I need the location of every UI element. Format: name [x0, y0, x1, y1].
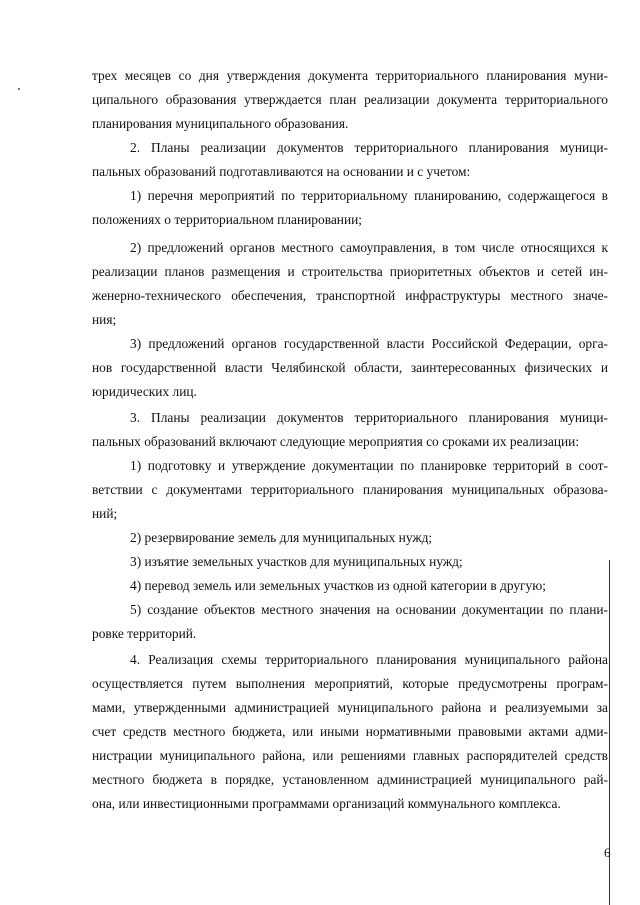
text-line: нов государственной власти Челябинской области, заинтересованных физических и: [92, 360, 608, 375]
text-line: 2) резервирование земель для муниципальных нужд;: [130, 530, 433, 545]
text-line: 1) подготовку и утверждение документации по планировке территорий в соот-: [130, 458, 608, 473]
text-line: 5) создание объектов местного значения на основании документации по плани-: [130, 602, 608, 617]
text-line: положениях о территориальном планировании;: [92, 212, 363, 227]
text-line: пальных образований подготавливаются на основании и с учетом:: [92, 164, 471, 179]
text-line: осуществляется путем выполнения мероприятий, которые предусмотрены програм-: [92, 676, 608, 691]
text-line: ветствии с документами территориального планирования муниципальных образова-: [92, 482, 608, 497]
text-line: 1) перечня мероприятий по территориальному планированию, содержащегося в: [130, 188, 608, 203]
text-line: ния;: [92, 312, 117, 327]
text-line: 2) предложений органов местного самоуправления, в том числе относящихся к: [130, 240, 608, 255]
text-line: 4. Реализация схемы территориального планирования муниципального района: [130, 652, 608, 667]
text-line: ципального образования утверждается план реализации документа территориального: [92, 92, 608, 107]
text-line: пальных образований включают следующие мероприятия со сроками их реализации:: [92, 434, 580, 449]
text-line: она, или инвестиционными программами организаций коммунального комплекса.: [92, 796, 561, 811]
text-line: мами, утвержденными администрацией муниципального района и реализуемыми за: [92, 700, 608, 715]
page-number: 6: [604, 845, 611, 860]
text-line: местного бюджета в порядке, установленном администрацией муниципального рай-: [92, 772, 608, 787]
text-line: 4) перевод земель или земельных участков из одной категории в другую;: [130, 578, 546, 593]
scan-speck: [18, 88, 20, 90]
text-line: реализации планов размещения и строительства приоритетных объектов и сетей ин-: [92, 264, 608, 279]
text-line: счет средств местного бюджета, или иными нормативными правовыми актами адми-: [92, 724, 608, 739]
text-line: 3) изъятие земельных участков для муниципальных нужд;: [130, 554, 463, 569]
text-line: женерно-технического обеспечения, транспортной инфраструктуры местного значе-: [92, 288, 608, 303]
text-line: нистрации муниципального района, или решениями главных распорядителей средств: [92, 748, 608, 763]
text-line: трех месяцев со дня утверждения документа территориального планирования муни-: [92, 68, 608, 83]
text-line: 3. Планы реализации документов территориального планирования муници-: [130, 410, 608, 425]
text-line: ний;: [92, 506, 118, 521]
text-line: 3) предложений органов государственной власти Российской Федерации, орга-: [130, 336, 608, 351]
text-line: ровке территорий.: [92, 626, 197, 641]
text-line: 2. Планы реализации документов территориального планирования муници-: [130, 140, 608, 155]
text-line: юридических лиц.: [92, 384, 197, 399]
text-line: планирования муниципального образования.: [92, 116, 349, 131]
